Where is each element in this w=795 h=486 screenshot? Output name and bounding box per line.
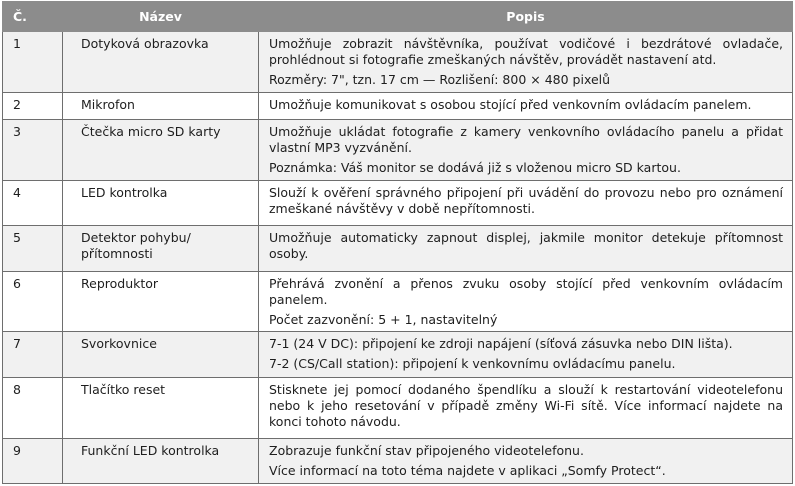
row-number: 5 bbox=[3, 226, 63, 272]
row-name: LED kontrolka bbox=[63, 181, 259, 226]
description-line: Poznámka: Váš monitor se dodává již s vloženou micro SD kartou. bbox=[269, 160, 681, 175]
description-line: Více informací na toto téma najdete v aplikaci „Somfy Protect“. bbox=[269, 463, 666, 478]
row-name: Dotyková obrazovka bbox=[63, 32, 259, 93]
header-name: Název bbox=[63, 2, 259, 32]
description-line: Umožňuje komunikovat s osobou stojící před venkovním ovládacím panelem. bbox=[269, 97, 752, 112]
description-line: Umožňuje automaticky zapnout displej, jakmile monitor detekuje přítomnost osoby. bbox=[269, 230, 783, 261]
row-description bbox=[259, 32, 793, 93]
description-line: Umožňuje zobrazit návštěvníka, používat vodičové i bezdrátové ovladače, prohlédnout si fotografie zmeškaných návštěv, provádět nastavení atd. bbox=[269, 36, 783, 67]
row-name: Detektor pohybu/ přítomnosti bbox=[63, 226, 259, 272]
row-name: Funkční LED kontrolka bbox=[63, 439, 259, 484]
description-line: Zobrazuje funkční stav připojeného videotelefonu. bbox=[269, 443, 584, 458]
row-name: Mikrofon bbox=[63, 93, 259, 120]
row-description bbox=[259, 181, 793, 226]
row-name: Tlačítko reset bbox=[63, 378, 259, 439]
description-line: Rozměry: 7", tzn. 17 cm — Rozlišení: 800 × 480 pixelů bbox=[269, 72, 611, 87]
row-description bbox=[259, 93, 793, 120]
description-line: Počet zazvonění: 5 + 1, nastavitelný bbox=[269, 312, 498, 327]
description-line: 7-2 (CS/Call station): připojení k venkovnímu ovládacímu panelu. bbox=[269, 356, 676, 371]
row-number: 2 bbox=[3, 93, 63, 120]
description-line: Umožňuje ukládat fotografie z kamery venkovního ovládacího panelu a přidat vlastní MP3 vyzvánění. bbox=[269, 124, 783, 155]
table-row bbox=[3, 120, 793, 181]
row-description bbox=[259, 272, 793, 332]
row-number: 1 bbox=[3, 32, 63, 93]
row-name: Svorkovnice bbox=[63, 332, 259, 378]
row-name: Čtečka micro SD karty bbox=[63, 120, 259, 181]
description-line: 7-1 (24 V DC): připojení ke zdroji napájení (síťová zásuvka nebo DIN lišta). bbox=[269, 336, 733, 351]
table-row bbox=[3, 272, 793, 332]
row-number: 7 bbox=[3, 332, 63, 378]
row-number: 3 bbox=[3, 120, 63, 181]
row-number: 6 bbox=[3, 272, 63, 332]
table-header-row bbox=[3, 2, 793, 32]
row-description bbox=[259, 120, 793, 181]
table-row bbox=[3, 226, 793, 272]
table-row bbox=[3, 378, 793, 439]
table-row bbox=[3, 439, 793, 484]
table-row bbox=[3, 32, 793, 93]
row-number: 9 bbox=[3, 439, 63, 484]
table-row bbox=[3, 181, 793, 226]
row-description bbox=[259, 439, 793, 484]
component-table bbox=[2, 1, 793, 484]
row-description bbox=[259, 226, 793, 272]
row-number: 4 bbox=[3, 181, 63, 226]
table-row bbox=[3, 332, 793, 378]
description-line: Slouží k ověření správného připojení při uvádění do provozu nebo pro oznámení zmeškané návštěvy v době nepřítomnosti. bbox=[269, 185, 783, 216]
description-line: Stisknete jej pomocí dodaného špendlíku a slouží k restartování videotelefonu nebo k jeho resetování v případě změny Wi-Fi sítě. Více informací najdete na konci tohoto návodu. bbox=[269, 382, 783, 429]
header-description: Popis bbox=[259, 2, 793, 32]
row-name: Reproduktor bbox=[63, 272, 259, 332]
header-number: Č. bbox=[3, 2, 63, 32]
description-line: Přehrává zvonění a přenos zvuku osoby stojící před venkovním ovládacím panelem. bbox=[269, 276, 783, 307]
row-number: 8 bbox=[3, 378, 63, 439]
table-row bbox=[3, 93, 793, 120]
row-description bbox=[259, 378, 793, 439]
row-description bbox=[259, 332, 793, 378]
